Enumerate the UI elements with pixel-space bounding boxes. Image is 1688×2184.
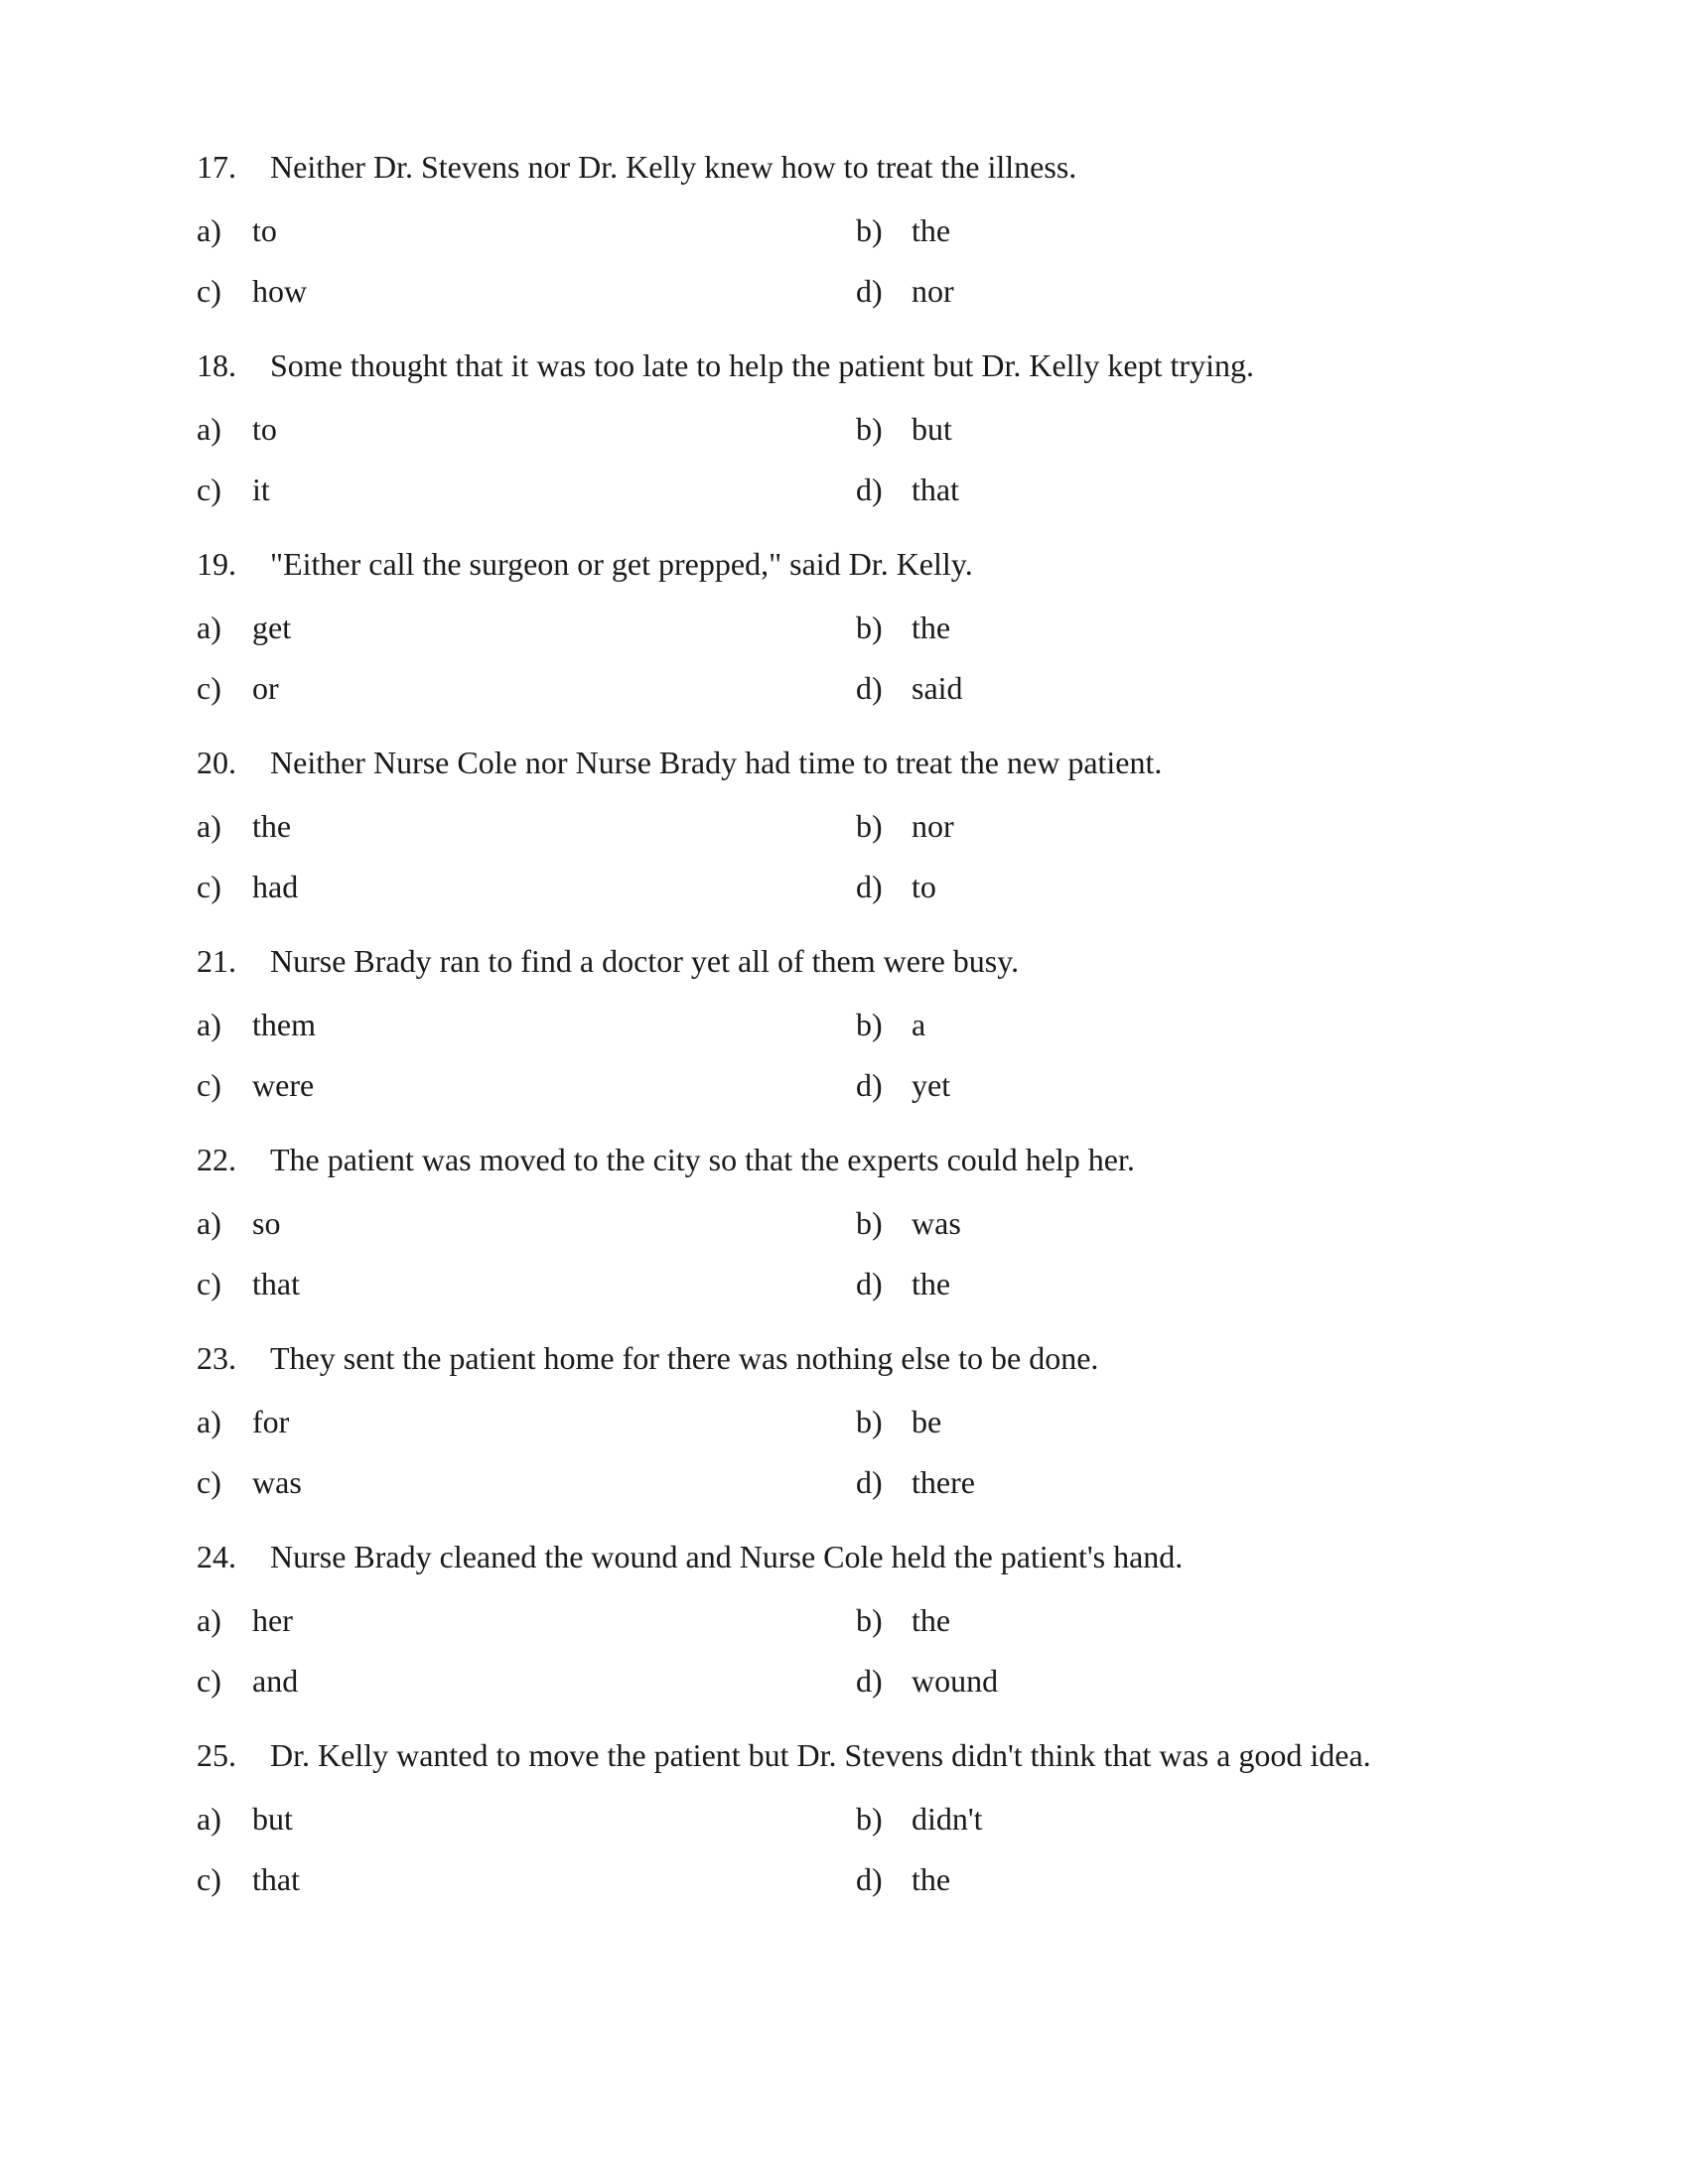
option-letter: b) [856,610,883,645]
option-text: had [252,869,299,904]
question-block [197,743,1507,941]
option-text: a [912,1007,926,1042]
option-letter: d) [856,1464,883,1500]
option-text: them [252,1007,316,1042]
option-text: it [252,472,270,507]
option-letter: c) [197,273,221,309]
option-text: the [912,212,951,248]
option-text: but [252,1801,293,1837]
option-letter: d) [856,670,883,706]
question-block [197,1537,1507,1735]
option-text: the [912,1602,951,1638]
question-text: Dr. Kelly wanted to move the patient but Dr. Stevens didn't think that was a good idea. [270,1737,1371,1773]
option-text: but [912,411,952,447]
option-text: get [252,610,292,645]
option-letter: c) [197,472,221,507]
question-block [197,345,1507,544]
option-text: her [252,1602,293,1638]
option-text: or [252,670,279,706]
option-letter: b) [856,1205,883,1241]
option-letter: b) [856,1007,883,1042]
option-text: that [252,1266,300,1301]
option-letter: a) [197,212,221,248]
option-letter: d) [856,472,883,507]
option-letter: c) [197,1266,221,1301]
option-letter: b) [856,411,883,447]
option-text: nor [912,273,954,309]
option-text: be [912,1404,942,1439]
question-block [197,1735,1507,1934]
option-text: was [252,1464,302,1500]
option-letter: d) [856,273,883,309]
option-text: was [912,1205,961,1241]
option-letter: c) [197,1663,221,1699]
option-letter: c) [197,869,221,904]
option-letter: c) [197,1067,221,1103]
option-letter: a) [197,1007,221,1042]
question-text: "Either call the surgeon or get prepped," said Dr. Kelly. [270,546,973,582]
question-number: 24. [197,1539,236,1574]
option-text: said [912,670,963,706]
option-text: nor [912,808,954,844]
question-block [197,147,1507,345]
question-number: 23. [197,1340,236,1376]
option-letter: d) [856,1861,883,1897]
option-text: wound [912,1663,999,1699]
question-text: Some thought that it was too late to help the patient but Dr. Kelly kept trying. [270,347,1254,383]
option-text: to [252,411,277,447]
question-number: 19. [197,546,236,582]
question-text: Neither Dr. Stevens nor Dr. Kelly knew how to treat the illness. [270,149,1077,185]
question-number: 17. [197,149,236,185]
option-text: the [252,808,292,844]
option-text: there [912,1464,975,1500]
option-text: how [252,273,308,309]
option-text: were [252,1067,315,1103]
option-letter: c) [197,670,221,706]
option-text: that [912,472,959,507]
option-text: the [912,1266,951,1301]
option-letter: b) [856,1404,883,1439]
question-number: 25. [197,1737,236,1773]
option-text: to [912,869,936,904]
question-number: 20. [197,745,236,780]
option-letter: d) [856,1067,883,1103]
option-letter: b) [856,212,883,248]
option-text: to [252,212,277,248]
option-text: yet [912,1067,951,1103]
option-letter: a) [197,808,221,844]
option-letter: a) [197,1801,221,1837]
option-letter: a) [197,610,221,645]
option-letter: d) [856,1663,883,1699]
option-letter: b) [856,808,883,844]
option-text: that [252,1861,300,1897]
question-number: 18. [197,347,236,383]
option-letter: a) [197,1602,221,1638]
question-block [197,1338,1507,1537]
question-text: Nurse Brady cleaned the wound and Nurse Cole held the patient's hand. [270,1539,1184,1574]
option-letter: a) [197,1404,221,1439]
question-text: The patient was moved to the city so that the experts could help her. [270,1142,1135,1177]
question-block [197,1140,1507,1338]
option-letter: a) [197,411,221,447]
question-text: Nurse Brady ran to find a doctor yet all of them were busy. [270,943,1020,979]
option-letter: a) [197,1205,221,1241]
option-text: for [252,1404,290,1439]
option-text: the [912,610,951,645]
option-text: and [252,1663,299,1699]
question-block [197,544,1507,743]
option-text: the [912,1861,951,1897]
question-text: They sent the patient home for there was nothing else to be done. [270,1340,1099,1376]
option-letter: c) [197,1861,221,1897]
option-letter: b) [856,1602,883,1638]
question-number: 22. [197,1142,236,1177]
option-letter: c) [197,1464,221,1500]
question-block [197,941,1507,1140]
question-number: 21. [197,943,236,979]
option-letter: b) [856,1801,883,1837]
question-text: Neither Nurse Cole nor Nurse Brady had time to treat the new patient. [270,745,1163,780]
option-letter: d) [856,1266,883,1301]
option-text: didn't [912,1801,983,1837]
option-text: so [252,1205,281,1241]
option-letter: d) [856,869,883,904]
